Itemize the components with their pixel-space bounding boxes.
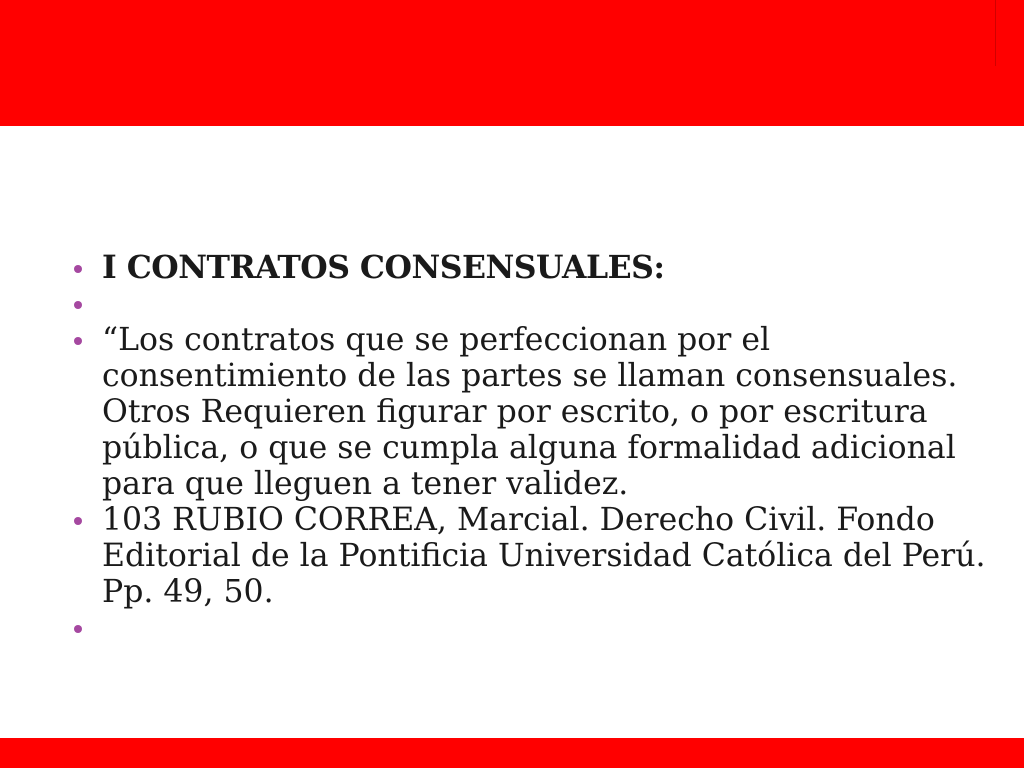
list-item-empty xyxy=(74,286,1004,322)
bullet-dot-icon xyxy=(74,301,82,309)
bullet-dot-icon xyxy=(74,265,82,273)
bottom-red-band xyxy=(0,738,1024,768)
citation-text: 103 RUBIO CORREA, Marcial. Derecho Civil. Fondo Editorial de la Pontificia Universidad Católica del Perú. Pp. 49, 50. xyxy=(102,502,986,610)
top-red-band xyxy=(0,0,1024,126)
bullet-dot-icon xyxy=(74,517,82,525)
quote-text: “Los contratos que se perfeccionan por el consentimiento de las partes se llaman consensuales. Otros Requieren figurar por escrito, o por escritura pública, o que se cumpla alguna formalidad adicional para que lleguen a tener validez. xyxy=(102,322,958,502)
bullet-list xyxy=(74,250,1004,646)
list-item-quote xyxy=(74,322,1004,502)
bullet-dot-icon xyxy=(74,337,82,345)
heading-text: I CONTRATOS CONSENSUALES: xyxy=(102,249,665,286)
list-item-empty xyxy=(74,610,1004,646)
list-item-citation xyxy=(74,502,1004,610)
top-band-divider xyxy=(995,0,996,66)
list-item-heading xyxy=(74,250,1004,286)
bullet-dot-icon xyxy=(74,625,82,633)
